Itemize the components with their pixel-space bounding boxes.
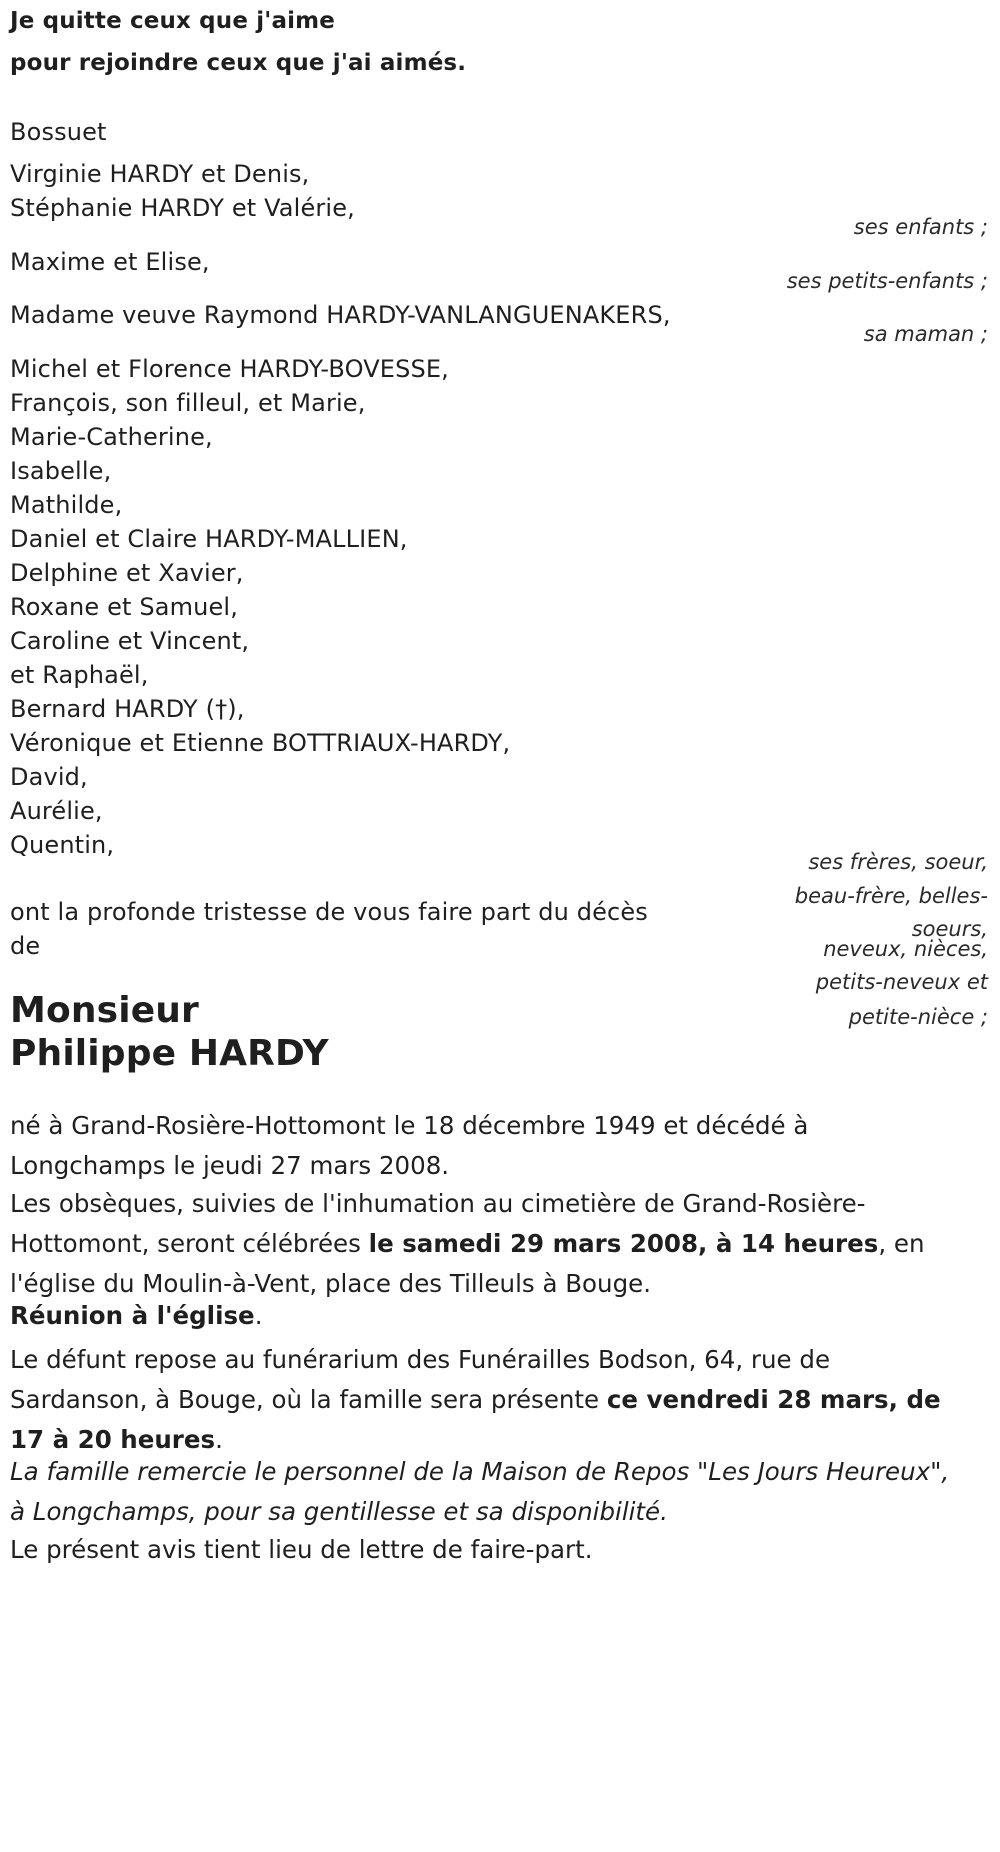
family-name-line: et Raphaël, xyxy=(10,661,149,689)
visitation-paragraph xyxy=(10,1340,960,1460)
family-name-line: Marie-Catherine, xyxy=(10,423,213,451)
quote-line-2: pour rejoindre ceux que j'ai aimés. xyxy=(10,50,467,76)
relation-siblings-line: petite-nièce ; xyxy=(848,1005,988,1029)
visitation-punct: . xyxy=(215,1425,223,1454)
family-name-line: Madame veuve Raymond HARDY-VANLANGUENAKERS, xyxy=(10,301,671,329)
family-name-line: Daniel et Claire HARDY-MALLIEN, xyxy=(10,525,408,553)
relation-grandchildren: ses petits-enfants ; xyxy=(786,269,988,293)
funeral-location: , en l'église du Moulin-à-Vent, place des Tilleuls à Bouge. xyxy=(10,1229,925,1298)
family-name-line: Maxime et Elise, xyxy=(10,248,210,276)
visitation-text: Le défunt repose au funérarium des Funérailles Bodson, 64, rue de Sardanson, à Bouge, où la famille sera présente xyxy=(10,1345,831,1414)
relation-siblings-line: ses frères, soeur, xyxy=(808,850,988,874)
family-name-line: Michel et Florence HARDY-BOVESSE, xyxy=(10,355,449,383)
family-name-line: Mathilde, xyxy=(10,491,123,519)
announcement-line: de xyxy=(10,932,41,960)
family-name-line: Roxane et Samuel, xyxy=(10,593,239,621)
place-name: Bossuet xyxy=(10,118,107,146)
closing-paragraph: Le présent avis tient lieu de lettre de faire-part. xyxy=(10,1535,593,1564)
relation-siblings-line: neveux, nièces, xyxy=(823,937,988,961)
relation-children: ses enfants ; xyxy=(853,215,988,239)
family-name-line: Caroline et Vincent, xyxy=(10,627,250,655)
funeral-text: Les obsèques, suivies de l'inhumation au cimetière de Grand-Rosière-Hottomont, seront célébrées xyxy=(10,1189,866,1258)
family-name-line: Aurélie, xyxy=(10,797,103,825)
relation-siblings-line: soeurs, xyxy=(911,917,988,941)
family-name-line: David, xyxy=(10,763,88,791)
family-name-line: Virginie HARDY et Denis, xyxy=(10,160,310,188)
quote-line-1: Je quitte ceux que j'aime xyxy=(10,8,336,34)
relation-mother: sa maman ; xyxy=(863,322,988,346)
announcement-line: ont la profonde tristesse de vous faire part du décès xyxy=(10,898,648,926)
family-name-line: Stéphanie HARDY et Valérie, xyxy=(10,194,355,222)
family-name-line: Quentin, xyxy=(10,831,115,859)
reunion-label: Réunion à l'église xyxy=(10,1301,255,1330)
funeral-paragraph xyxy=(10,1184,960,1304)
funeral-date: le samedi 29 mars 2008, à 14 heures xyxy=(368,1229,879,1258)
family-name-line: Delphine et Xavier, xyxy=(10,559,244,587)
reunion-paragraph xyxy=(10,1296,960,1336)
thanks-paragraph: La famille remercie le personnel de la Maison de Repos "Les Jours Heureux", à Longchamps, pour sa gentillesse et sa disponibilité. xyxy=(10,1457,950,1526)
family-name-line: Isabelle, xyxy=(10,457,112,485)
relation-siblings-line: beau-frère, belles- xyxy=(794,884,988,908)
family-name-line: Véronique et Etienne BOTTRIAUX-HARDY, xyxy=(10,729,511,757)
deceased-name: Philippe HARDY xyxy=(10,1033,329,1074)
family-name-line: Bernard HARDY (†), xyxy=(10,695,245,723)
relation-siblings-line: petits-neveux et xyxy=(815,970,988,994)
deceased-title: Monsieur xyxy=(10,990,199,1031)
reunion-punct: . xyxy=(254,1301,263,1330)
visitation-time: ce vendredi 28 mars, de 17 à 20 heures xyxy=(10,1385,941,1454)
birth-death-paragraph: né à Grand-Rosière-Hottomont le 18 décembre 1949 et décédé à Longchamps le jeudi 27 mars 2008. xyxy=(10,1111,809,1180)
family-name-line: François, son filleul, et Marie, xyxy=(10,389,366,417)
